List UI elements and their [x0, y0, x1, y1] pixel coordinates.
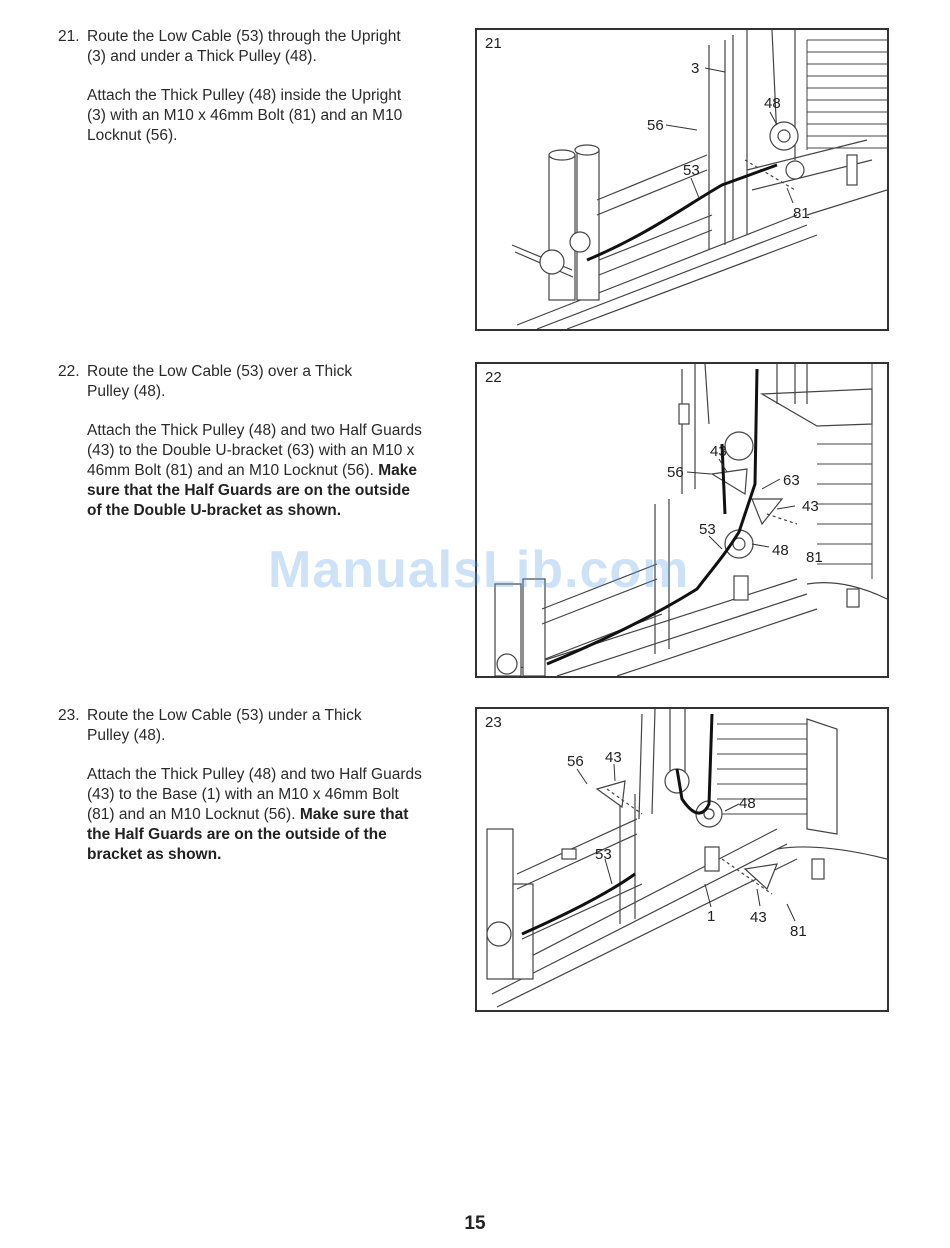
figure-number: 21	[485, 35, 502, 52]
bold-warning: sure that the Half Guards are on the outside	[87, 482, 410, 499]
para-line: Attach the Thick Pulley (48) inside the Upright	[87, 87, 402, 104]
callout-label: 53	[699, 521, 716, 538]
callout-label: 43	[802, 498, 819, 515]
callout-label: 53	[683, 162, 700, 179]
para-line: (43) to the Double U-bracket (63) with an M10 x	[87, 442, 415, 459]
callout-label: 56	[667, 464, 684, 481]
step-line: Route the Low Cable (53) over a Thick	[87, 363, 353, 380]
step-23-text	[58, 706, 453, 865]
step-22-text	[58, 362, 453, 521]
bold-warning: Make sure that	[299, 806, 409, 823]
bold-warning: of the Double U-bracket as shown.	[87, 502, 342, 519]
step-line: Route the Low Cable (53) through the Upright	[87, 28, 401, 45]
step-number: 21.	[58, 28, 80, 45]
bold-warning: Make	[378, 462, 417, 479]
step-paragraph	[58, 765, 453, 865]
para-line: Attach the Thick Pulley (48) and two Half Guards	[87, 422, 422, 439]
figure-21	[475, 28, 889, 331]
figure-number: 23	[485, 714, 502, 731]
step-line: Pulley (48).	[87, 383, 166, 400]
step-number: 22.	[58, 363, 80, 380]
callout-label: 43	[710, 443, 727, 460]
para-line: Attach the Thick Pulley (48) and two Half Guards	[87, 766, 422, 783]
bold-warning: the Half Guards are on the outside of the	[87, 826, 387, 843]
step-line: Pulley (48).	[87, 727, 166, 744]
figure-23	[475, 707, 889, 1012]
callout-label: 3	[691, 60, 700, 77]
step-number: 23.	[58, 707, 80, 724]
step-paragraph	[58, 421, 453, 521]
callout-label: 63	[783, 472, 800, 489]
step-paragraph	[58, 86, 453, 146]
para-line: 46mm Bolt (81) and an M10 Locknut (56).	[87, 462, 374, 479]
figure-22	[475, 362, 889, 678]
watermark: ManualsLib.com	[268, 541, 690, 599]
callout-label: 81	[806, 549, 823, 566]
step-21-text	[58, 27, 453, 146]
step-line: Route the Low Cable (53) under a Thick	[87, 707, 362, 724]
callout-label: 48	[764, 95, 781, 112]
callout-label: 48	[772, 542, 789, 559]
para-line: (43) to the Base (1) with an M10 x 46mm Bolt	[87, 786, 399, 803]
callout-label: 1	[707, 908, 716, 925]
figure-23-drawing	[477, 709, 887, 1010]
callout-label: 81	[793, 205, 810, 222]
figure-21-drawing	[477, 30, 887, 329]
callout-label: 48	[739, 795, 756, 812]
callout-label: 43	[750, 909, 767, 926]
callout-label: 56	[567, 753, 584, 770]
para-line: (81) and an M10 Locknut (56).	[87, 806, 296, 823]
callout-label: 53	[595, 846, 612, 863]
callout-label: 56	[647, 117, 664, 134]
para-line: Locknut (56).	[87, 127, 178, 144]
page-number: 15	[464, 1213, 486, 1234]
para-line: (3) with an M10 x 46mm Bolt (81) and an M10	[87, 107, 403, 124]
figure-22-drawing	[477, 364, 887, 676]
callout-label: 43	[605, 749, 622, 766]
bold-warning: bracket as shown.	[87, 846, 222, 863]
figure-number: 22	[485, 369, 502, 386]
step-line: (3) and under a Thick Pulley (48).	[87, 48, 317, 65]
callout-label: 81	[790, 923, 807, 940]
